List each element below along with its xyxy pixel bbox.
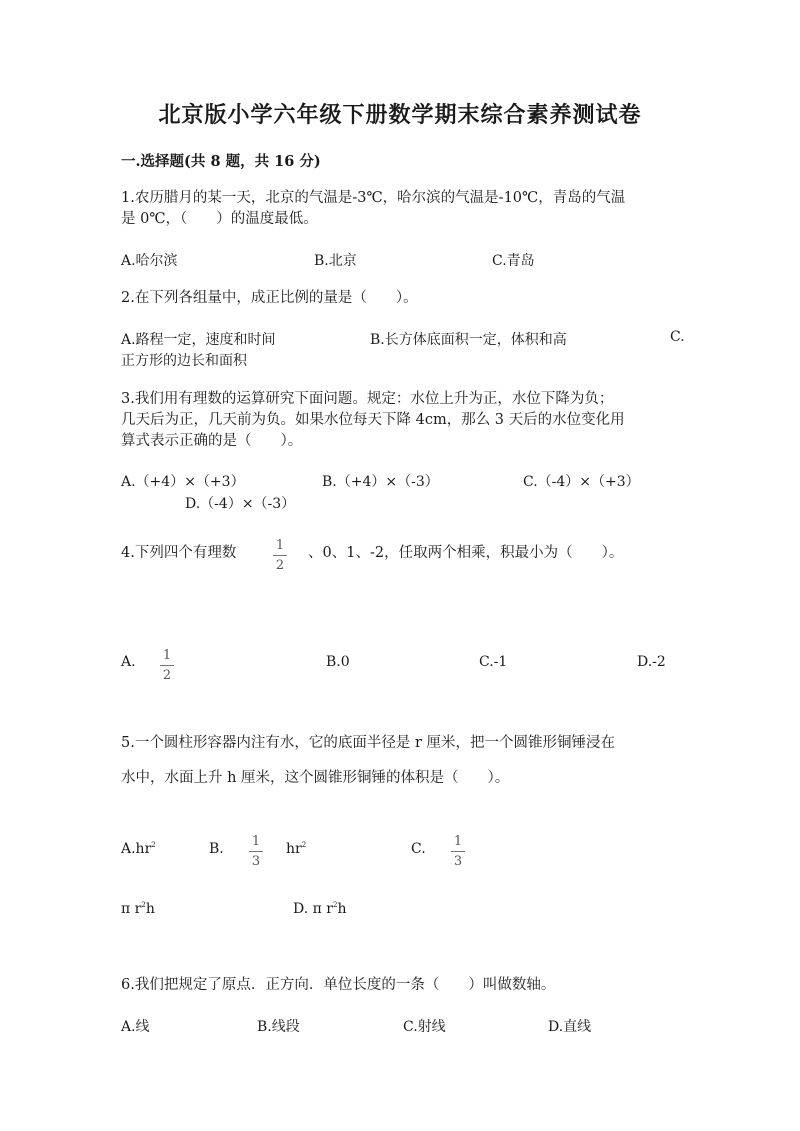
q1-text-line2: 是 0℃，（ ）的温度最低。: [121, 211, 318, 227]
q4-text-prefix: 4.下列四个有理数: [121, 545, 237, 561]
q5-option-b-bar: [249, 851, 263, 852]
q3-option-b: B.（+4）×（-3）: [322, 474, 439, 490]
section-heading: 一.选择题(共 8 题，共 16 分): [121, 153, 321, 170]
q5-option-b-denominator: 3: [251, 854, 261, 869]
q4-fraction-numerator: 1: [275, 538, 285, 553]
q4-option-a-numerator: 1: [162, 648, 172, 663]
q5-option-b-exponent: 2: [301, 841, 307, 849]
q5-option-c-numerator: 1: [453, 834, 463, 849]
q4-option-a-fraction: [160, 648, 174, 684]
q4-option-c: C.-1: [479, 654, 508, 670]
q6-option-a: A.线: [121, 1019, 150, 1035]
q3-option-c: C.（-4）×（+3）: [523, 474, 640, 490]
q5-option-c-cont-text: π r: [121, 901, 142, 917]
q5-option-d-tail: h: [337, 901, 347, 917]
q5-option-c: C.: [411, 841, 426, 857]
q4-option-d: D.-2: [637, 654, 666, 670]
q5-option-a-exponent: 2: [151, 841, 156, 849]
q3-option-d: D.（-4）×（-3）: [185, 496, 296, 512]
q6-text-line1: 6.我们把规定了原点．正方向．单位长度的一条（ ）叫做数轴。: [121, 977, 556, 993]
q4-fraction-bar: [273, 555, 287, 556]
q4-option-a: A.: [121, 654, 136, 670]
q5-option-c-continued: [121, 901, 155, 917]
q5-text-line2: 水中，水面上升 h 厘米，这个圆锥形铜锤的体积是（ ）。: [121, 770, 510, 786]
q5-option-d: [293, 901, 346, 917]
q2-option-a: A.路程一定，速度和时间: [121, 332, 276, 348]
q3-text-line1: 3.我们用有理数的运算研究下面问题。规定：水位上升为正，水位下降为负；: [121, 391, 614, 407]
q3-text-line2: 几天后为正，几天前为负。如果水位每天下降 4cm，那么 3 天后的水位变化用: [121, 412, 625, 428]
q1-text-line1: 1.农历腊月的某一天，北京的气温是-3℃，哈尔滨的气温是-10℃，青岛的气温: [121, 190, 626, 206]
q5-option-c-cont-exponent: 2: [141, 901, 146, 909]
q1-option-b: B.北京: [314, 253, 357, 269]
q5-option-c-bar: [451, 851, 465, 852]
q4-text-suffix: 、0、1、-2，任取两个相乘，积最小为（ ）。: [308, 545, 624, 561]
q5-option-c-denominator: 3: [453, 854, 463, 869]
q6-option-c: C.射线: [403, 1019, 446, 1035]
q1-option-c: C.青岛: [492, 253, 535, 269]
q5-option-c-fraction: [451, 834, 465, 870]
q1-option-a: A.哈尔滨: [121, 253, 178, 269]
q5-text-line1: 5.一个圆柱形容器内注有水，它的底面半径是 r 厘米，把一个圆锥形铜锤浸在: [121, 735, 615, 751]
q2-option-c-continued: 正方形的边长和面积: [121, 353, 247, 369]
page-title: 北京版小学六年级下册数学期末综合素养测试卷: [158, 102, 642, 128]
q5-option-a: [121, 841, 156, 857]
q2-text-line1: 2.在下列各组量中，成正比例的量是（ ）。: [121, 290, 418, 306]
q5-option-b-fraction: [249, 834, 263, 870]
q5-option-d-exponent: 2: [332, 901, 338, 909]
q4-option-b: B.0: [326, 654, 350, 670]
q6-option-b: B.线段: [257, 1019, 300, 1035]
q5-option-d-text: D. π r: [293, 901, 333, 917]
q3-text-line3: 算式表示正确的是（ ）。: [121, 433, 303, 449]
q5-option-b-numerator: 1: [251, 834, 261, 849]
q5-option-b-tail: [286, 841, 306, 857]
q2-option-b: B.长方体底面积一定，体积和高: [370, 332, 567, 348]
q4-fraction-denominator: 2: [275, 558, 285, 573]
q5-option-b-tail-text: hr: [286, 841, 302, 857]
q5-option-b: B.: [209, 841, 224, 857]
q4-fraction: [273, 538, 287, 574]
q3-option-a: A.（+4）×（+3）: [121, 474, 245, 490]
q4-option-a-bar: [160, 665, 174, 666]
q6-option-d: D.直线: [548, 1019, 592, 1035]
q4-option-a-denominator: 2: [162, 668, 172, 683]
q5-option-c-cont-tail: h: [145, 901, 155, 917]
q2-option-c: C.: [670, 329, 685, 345]
q5-option-a-text: A.hr: [121, 841, 152, 857]
